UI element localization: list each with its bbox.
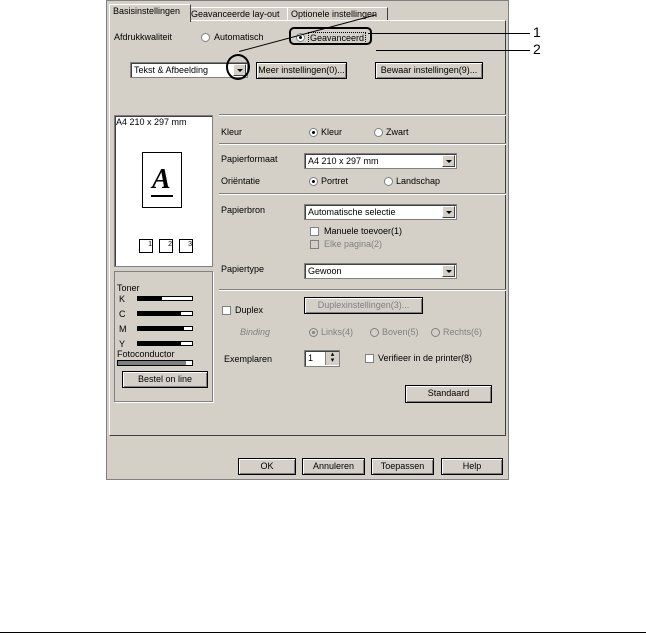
tab-basic-settings[interactable] bbox=[109, 4, 191, 22]
toner-c-label: C bbox=[119, 309, 126, 319]
preview-letter: A bbox=[152, 164, 171, 195]
more-settings-button[interactable]: Meer instellingen(0)... bbox=[256, 62, 347, 79]
black-option-label: Zwart bbox=[386, 127, 409, 137]
colour-label: Kleur bbox=[221, 127, 243, 137]
help-button[interactable]: Help bbox=[441, 458, 503, 475]
toner-k-bar bbox=[137, 296, 193, 301]
toner-panel bbox=[114, 271, 213, 402]
ok-button[interactable]: OK bbox=[238, 458, 296, 475]
binding-left-label: Links(4) bbox=[321, 327, 354, 337]
print-quality-label: Afdrukkwaliteit bbox=[114, 32, 173, 42]
chevron-down-icon[interactable] bbox=[442, 265, 455, 277]
separator bbox=[219, 193, 506, 195]
toner-m-bar bbox=[137, 326, 193, 331]
landscape-label: Landschap bbox=[396, 176, 441, 186]
toner-m-label: M bbox=[119, 324, 127, 334]
portrait-radio[interactable] bbox=[309, 177, 318, 186]
callout-number-1: 1 bbox=[533, 24, 541, 40]
apply-button[interactable]: Toepassen bbox=[371, 458, 434, 475]
manual-feed-label: Manuele toevoer(1) bbox=[324, 226, 403, 236]
colour-option-label: Kleur bbox=[321, 127, 343, 137]
photoconductor-bar bbox=[117, 360, 193, 366]
each-page-checkbox[interactable] bbox=[310, 240, 319, 249]
duplex-settings-button[interactable]: Duplexinstellingen(3)... bbox=[304, 297, 423, 314]
toner-y-fill bbox=[138, 342, 181, 345]
highlight-circle-dropdown bbox=[226, 54, 250, 80]
toner-c-fill bbox=[138, 312, 181, 315]
spinner-arrows-icon[interactable]: ▴ ▾ bbox=[325, 352, 339, 365]
tab-panel bbox=[109, 20, 506, 436]
duplex-label: Duplex bbox=[235, 305, 264, 315]
cancel-button[interactable]: Annuleren bbox=[302, 458, 365, 475]
manual-feed-checkbox[interactable] bbox=[310, 227, 319, 236]
separator bbox=[219, 114, 506, 116]
preview-underline bbox=[151, 195, 173, 197]
toner-y-bar bbox=[137, 341, 193, 346]
callout-line-2 bbox=[376, 50, 530, 51]
verify-label: Verifieer in de printer(8) bbox=[378, 353, 473, 363]
quality-automatic-radio[interactable] bbox=[201, 33, 210, 42]
preview-paper-size: A4 210 x 297 mm bbox=[116, 117, 187, 127]
separator bbox=[219, 289, 506, 291]
page-icon-1: 1 bbox=[139, 239, 153, 253]
standard-button[interactable]: Standaard bbox=[405, 385, 492, 403]
binding-right-label: Rechts(6) bbox=[443, 327, 483, 337]
tab-label: Optionele instellingen bbox=[291, 9, 378, 19]
landscape-radio[interactable] bbox=[384, 177, 393, 186]
quality-mode-value: Tekst & Afbeelding bbox=[134, 65, 209, 75]
toner-k-fill bbox=[138, 297, 162, 300]
order-online-button[interactable]: Bestel on line bbox=[122, 371, 208, 388]
portrait-label: Portret bbox=[321, 176, 349, 186]
toner-m-fill bbox=[138, 327, 184, 330]
binding-top-label: Boven(5) bbox=[382, 327, 419, 337]
paper-type-select[interactable] bbox=[304, 263, 457, 279]
preview-page bbox=[142, 152, 182, 208]
binding-right-radio[interactable] bbox=[431, 328, 440, 337]
paper-source-value: Automatische selectie bbox=[308, 207, 396, 217]
toner-title: Toner bbox=[117, 283, 140, 293]
callout-number-2: 2 bbox=[533, 41, 541, 57]
photoconductor-fill bbox=[118, 361, 186, 365]
tab-advanced-layout[interactable] bbox=[187, 7, 292, 21]
separator bbox=[219, 143, 506, 145]
chevron-down-icon[interactable] bbox=[442, 155, 455, 167]
printer-properties-dialog bbox=[106, 0, 509, 480]
photoconductor-label: Fotoconductor bbox=[117, 349, 175, 359]
black-radio[interactable] bbox=[374, 128, 383, 137]
save-settings-button[interactable]: Bewaar instellingen(9)... bbox=[375, 62, 483, 79]
page-icon-2: 2 bbox=[159, 239, 173, 253]
tab-label: Geavanceerde lay-out bbox=[191, 9, 280, 19]
toner-k-label: K bbox=[119, 294, 126, 304]
paper-type-label: Papiertype bbox=[221, 264, 265, 274]
tab-label: Basisinstellingen bbox=[113, 6, 181, 16]
binding-left-radio[interactable] bbox=[309, 328, 318, 337]
footer-rule bbox=[0, 632, 646, 633]
copies-label: Exemplaren bbox=[224, 354, 273, 364]
paper-size-select[interactable] bbox=[304, 153, 457, 169]
paper-size-label: Papierformaat bbox=[221, 154, 278, 164]
verify-checkbox[interactable] bbox=[365, 354, 374, 363]
binding-top-radio[interactable] bbox=[370, 328, 379, 337]
colour-radio[interactable] bbox=[309, 128, 318, 137]
paper-preview-panel bbox=[114, 115, 213, 267]
quality-automatic-label: Automatisch bbox=[214, 32, 264, 42]
copies-collate-icon bbox=[139, 239, 199, 253]
quality-advanced-label: Geavanceerd bbox=[310, 33, 365, 43]
copies-value: 1 bbox=[308, 353, 314, 363]
callout-line-1 bbox=[368, 33, 530, 34]
paper-size-value: A4 210 x 297 mm bbox=[308, 156, 379, 166]
binding-label: Binding bbox=[240, 327, 271, 337]
toner-c-bar bbox=[137, 311, 193, 316]
copies-spinner[interactable] bbox=[304, 350, 340, 367]
orientation-label: Oriëntatie bbox=[221, 176, 261, 186]
duplex-checkbox[interactable] bbox=[222, 306, 231, 315]
paper-source-select[interactable] bbox=[304, 204, 457, 220]
each-page-label: Elke pagina(2) bbox=[324, 239, 383, 249]
chevron-down-icon[interactable] bbox=[442, 206, 455, 218]
paper-type-value: Gewoon bbox=[308, 266, 342, 276]
paper-source-label: Papierbron bbox=[221, 205, 266, 215]
toner-y-label: Y bbox=[119, 339, 126, 349]
page-icon-3: 3 bbox=[179, 239, 193, 253]
